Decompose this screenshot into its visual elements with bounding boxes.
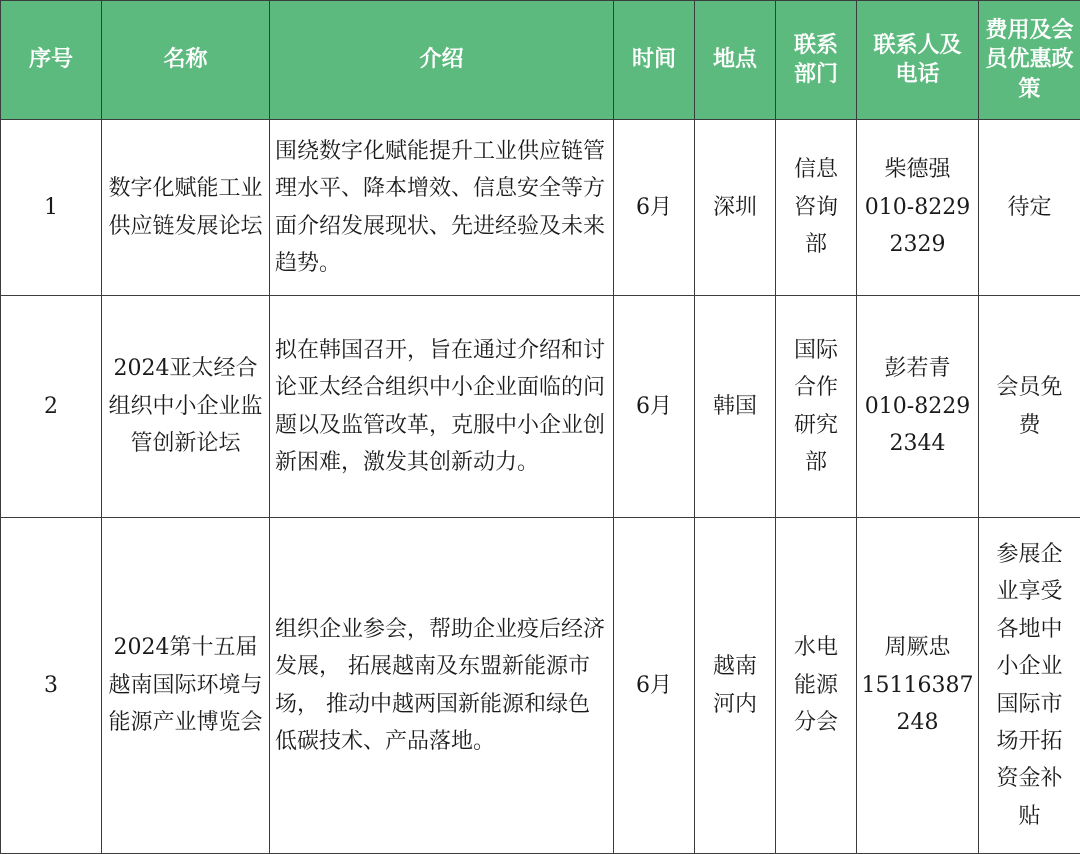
row-place — [695, 296, 776, 518]
table-row — [1, 518, 1080, 854]
contact-name: 彭若青 — [857, 350, 978, 387]
row-department-text: 国际合作研究部 — [776, 332, 856, 482]
row-fee-text: 待定 — [981, 189, 1078, 226]
row-intro — [270, 120, 614, 296]
header-department — [776, 1, 857, 120]
table-row — [1, 120, 1080, 296]
header-fee — [979, 1, 1080, 120]
row-intro-text: 拟在韩国召开，旨在通过介绍和讨论亚太经合组织中小企业面临的问题以及监管改革，克服中小企业创新困难，激发其创新动力。 — [275, 332, 611, 482]
row-name — [102, 296, 270, 518]
contact-name: 柴德强 — [857, 151, 978, 188]
row-name — [102, 518, 270, 854]
row-fee — [979, 518, 1080, 854]
row-place-text: 韩国 — [695, 388, 775, 425]
row-name-text: 数字化赋能工业供应链发展论坛 — [104, 170, 267, 245]
table-row — [1, 296, 1080, 518]
header-row — [1, 1, 1080, 120]
row-intro-text: 围绕数字化赋能提升工业供应链管理水平、降本增效、信息安全等方面介绍发展现状、先进经验及未来趋势。 — [275, 133, 611, 283]
contact-phone: 010-82292344 — [857, 388, 978, 463]
header-intro: 介绍 — [270, 1, 614, 120]
row-place — [695, 518, 776, 854]
header-contact — [857, 1, 979, 120]
row-fee-text: 会员免费 — [981, 369, 1078, 444]
row-name-text: 2024第十五届越南国际环境与能源产业博览会 — [104, 629, 267, 741]
row-department-text: 水电能源分会 — [776, 629, 856, 741]
row-fee — [979, 296, 1080, 518]
row-department — [776, 120, 857, 296]
row-contact — [857, 120, 979, 296]
row-department-text: 信息咨询部 — [776, 151, 856, 263]
row-place-text: 越南河内 — [695, 648, 775, 723]
row-fee — [979, 120, 1080, 296]
header-name: 名称 — [102, 1, 270, 120]
row-intro — [270, 296, 614, 518]
contact-phone: 15116387248 — [857, 667, 978, 742]
contact-name: 周厥忠 — [857, 629, 978, 666]
row-intro — [270, 518, 614, 854]
row-name — [102, 120, 270, 296]
header-index: 序号 — [1, 1, 102, 120]
row-intro-text: 组织企业参会，帮助企业疫后经济发展， 拓展越南及东盟新能源市场， 推动中越两国新能源和绿色低碳技术、产品落地。 — [275, 611, 611, 761]
row-name-text: 2024亚太经合组织中小企业监管创新论坛 — [104, 350, 267, 462]
header-fee-text: 费用及会员优惠政策 — [979, 16, 1080, 103]
row-department — [776, 296, 857, 518]
header-time: 时间 — [614, 1, 695, 120]
row-contact — [857, 296, 979, 518]
row-index: 2 — [1, 296, 102, 518]
row-index: 3 — [1, 518, 102, 854]
row-index: 1 — [1, 120, 102, 296]
header-contact-text: 联系人及电话 — [857, 31, 978, 89]
row-time: 6月 — [614, 120, 695, 296]
row-place-text: 深圳 — [695, 189, 775, 226]
row-department — [776, 518, 857, 854]
contact-phone: 010-82292329 — [857, 189, 978, 264]
row-place — [695, 120, 776, 296]
header-place: 地点 — [695, 1, 776, 120]
header-department-text: 联系部门 — [776, 31, 856, 89]
row-contact — [857, 518, 979, 854]
row-fee-text: 参展企业享受各地中小企业国际市场开拓资金补贴 — [981, 536, 1078, 835]
row-time: 6月 — [614, 296, 695, 518]
row-time: 6月 — [614, 518, 695, 854]
